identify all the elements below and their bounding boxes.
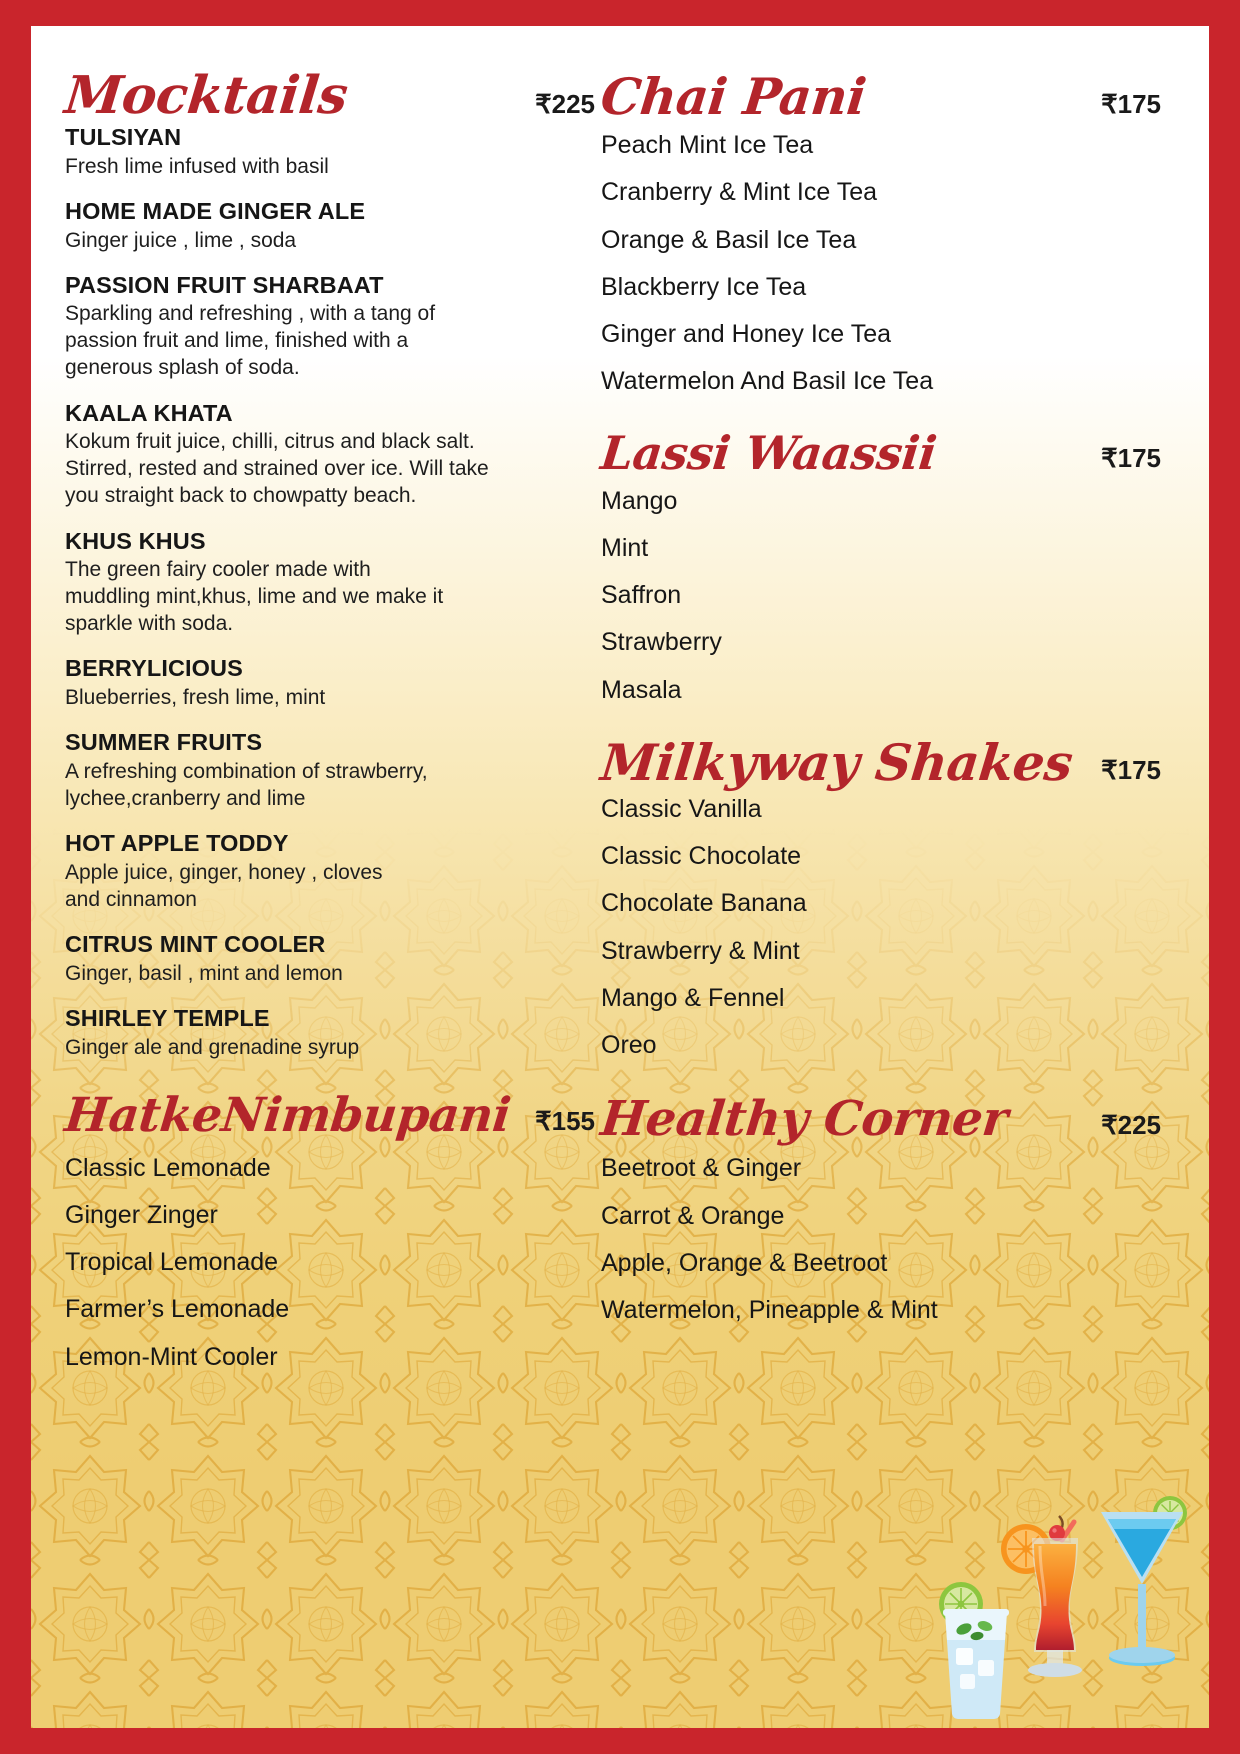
item-description: Ginger ale and grenadine syrup — [65, 1035, 360, 1059]
section-price-hatke-nimbupani: ₹155 — [535, 1105, 595, 1136]
list-item: Oreo — [601, 1031, 657, 1059]
list-item: Beetroot & Ginger — [601, 1154, 802, 1183]
section-title-mocktails: Mocktails — [61, 65, 351, 126]
list-item: Mint — [601, 533, 649, 562]
item-name: HOT APPLE TODDY — [65, 830, 289, 857]
right-column — [598, 26, 1161, 1344]
list-item: Classic Vanilla — [601, 794, 762, 823]
list-item: Strawberry & Mint — [601, 936, 800, 965]
list-item: Classic Lemonade — [65, 1153, 271, 1182]
item-name: HOME MADE GINGER ALE — [65, 197, 366, 224]
item-name: TULSIYAN — [65, 124, 182, 150]
section-title-hatke-nimbupani: HatkeNimbupani — [62, 1087, 513, 1143]
item-description: Apple juice, ginger, honey , cloves and cinnamon — [65, 860, 383, 911]
list-item: Ginger and Honey Ice Tea — [601, 320, 892, 348]
list-item: Strawberry — [601, 628, 722, 657]
section-title-lassi-waassii: Lassi Waassii — [598, 425, 939, 480]
list-item: Mango — [601, 486, 678, 515]
list-item: Watermelon, Pineapple & Mint — [601, 1296, 938, 1324]
section-header-hatke-nimbupani — [62, 1075, 595, 1143]
menu-item — [65, 830, 595, 913]
list-item: Watermelon And Basil Ice Tea — [601, 367, 934, 396]
chai-pani-list — [601, 132, 1161, 395]
item-description: Ginger juice , lime , soda — [65, 228, 297, 252]
menu-card — [31, 26, 1209, 1728]
milkyway-shakes-list — [601, 796, 1161, 1059]
list-item: Blackberry Ice Tea — [601, 272, 807, 301]
item-description: A refreshing combination of strawberry, lychee,cranberry and lime — [65, 759, 428, 811]
section-title-milkyway-shakes: Milkyway Shakes — [598, 732, 1076, 792]
lassi-waassii-list — [601, 488, 1161, 703]
item-name: PASSION FRUIT SHARBAAT — [65, 271, 384, 298]
menu-item — [65, 528, 595, 638]
item-description: Ginger, basil , mint and lemon — [65, 961, 343, 985]
hatke-nimbupani-list — [65, 1155, 595, 1370]
menu-item — [65, 655, 595, 711]
item-description: Blueberries, fresh lime, mint — [65, 686, 326, 710]
section-header-lassi-waassii — [598, 416, 1161, 480]
list-item: Masala — [601, 675, 682, 704]
list-item: Mango & Fennel — [601, 983, 785, 1012]
item-name: KHUS KHUS — [65, 527, 206, 554]
item-name: SUMMER FRUITS — [65, 729, 263, 756]
item-name: KAALA KHATA — [65, 399, 233, 426]
menu-item — [65, 198, 595, 254]
menu-item — [65, 1005, 595, 1061]
menu-item — [65, 729, 595, 812]
item-description: Fresh lime infused with basil — [65, 154, 329, 178]
list-item: Orange & Basil Ice Tea — [601, 225, 857, 254]
list-item: Chocolate Banana — [601, 889, 807, 918]
section-header-milkyway-shakes — [598, 724, 1161, 792]
menu-item — [65, 124, 595, 180]
item-name: BERRYLICIOUS — [65, 655, 243, 682]
section-price-mocktails: ₹225 — [535, 89, 595, 119]
item-name: SHIRLEY TEMPLE — [65, 1004, 270, 1031]
menu-item — [65, 931, 595, 987]
item-description: Kokum fruit juice, chilli, citrus and black salt. Stirred, rested and strained over ice. Will take you straight back to chowpatty beach. — [65, 430, 489, 508]
item-description: Sparkling and refreshing , with a tang of passion fruit and lime, finished with a generous splash of soda. — [65, 302, 436, 380]
section-header-healthy-corner — [598, 1079, 1161, 1148]
list-item: Apple, Orange & Beetroot — [601, 1248, 888, 1277]
list-item: Classic Chocolate — [601, 842, 802, 870]
section-price-lassi-waassii: ₹175 — [1101, 442, 1161, 473]
section-price-chai-pani: ₹175 — [1101, 89, 1161, 119]
item-description: The green fairy cooler made with muddling mint,khus, lime and we make it sparkle with soda. — [65, 558, 444, 636]
left-column — [61, 26, 595, 1391]
list-item: Farmer’s Lemonade — [65, 1295, 290, 1324]
list-item: Ginger Zinger — [65, 1200, 218, 1229]
list-item: Tropical Lemonade — [65, 1248, 279, 1277]
mocktails-item-list — [65, 124, 595, 1061]
section-title-healthy-corner: Healthy Corner — [598, 1091, 1011, 1148]
section-header-chai-pani — [598, 52, 1161, 126]
list-item: Carrot & Orange — [601, 1201, 785, 1230]
section-price-milkyway-shakes: ₹175 — [1101, 754, 1161, 785]
item-name: CITRUS MINT COOLER — [65, 931, 326, 957]
menu-item — [65, 400, 595, 510]
section-title-chai-pani: Chai Pani — [598, 67, 869, 126]
menu-item — [65, 272, 595, 382]
list-item: Saffron — [601, 581, 682, 609]
section-header-mocktails — [61, 52, 595, 126]
healthy-corner-list — [601, 1155, 1161, 1323]
section-price-healthy-corner: ₹225 — [1101, 1110, 1161, 1141]
list-item: Lemon-Mint Cooler — [65, 1342, 278, 1371]
list-item: Cranberry & Mint Ice Tea — [601, 178, 878, 207]
list-item: Peach Mint Ice Tea — [601, 131, 814, 159]
